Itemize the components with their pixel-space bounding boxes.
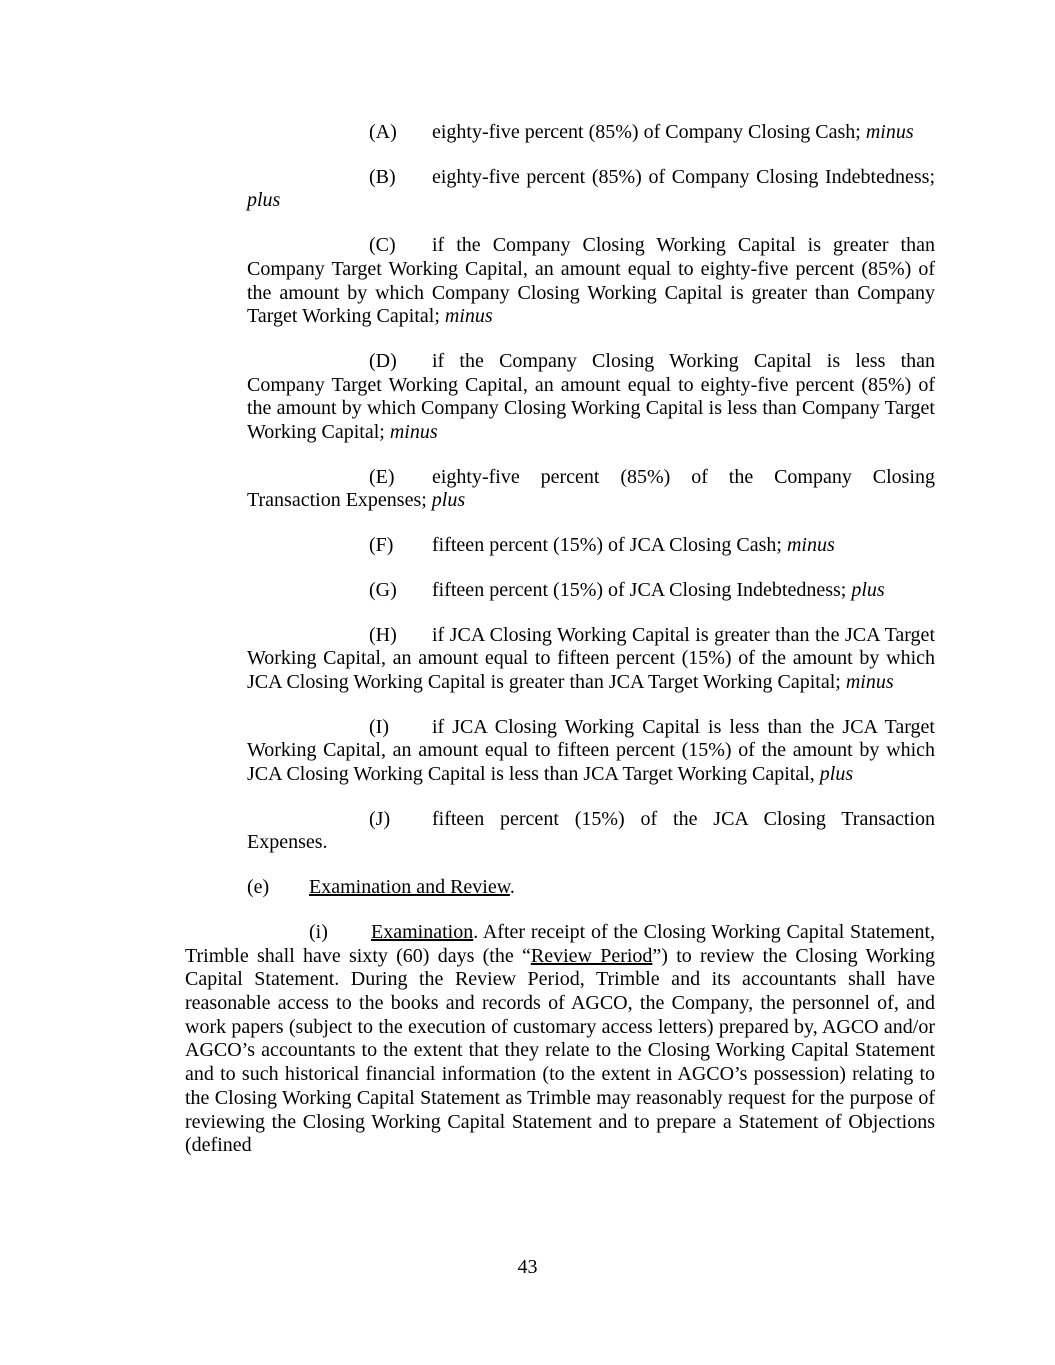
document-body xyxy=(185,121,935,1158)
clause-i xyxy=(247,716,935,787)
clause-g xyxy=(247,579,935,603)
paragraph-i-text-lead: . After receipt of the Closing Working Capital Statement, Trimble shall have sixty (60) days (the “ xyxy=(185,920,935,967)
clause-c-letter: (C) xyxy=(369,234,396,257)
page-number: 43 xyxy=(517,1256,538,1278)
clause-c-text: if the Company Closing Working Capital is greater than Company Target Working Capital, an amount equal to eighty-five percent (85%) of the amount by which Company Closing Working Capital is greater than Company Target Working Capital; xyxy=(247,234,935,328)
clause-d xyxy=(247,350,935,445)
defined-term-review-period: Review Period xyxy=(530,944,653,967)
clause-h xyxy=(247,624,935,695)
clause-b-tail-italic: plus xyxy=(247,189,281,212)
clause-h-text: if JCA Closing Working Capital is greater than the JCA Target Working Capital, an amount equal to fifteen percent (15%) of the amount by which JCA Closing Working Capital is greater than JCA Target Working Capital; xyxy=(247,623,935,693)
clause-f-letter: (F) xyxy=(369,534,394,557)
clause-f-tail-italic: minus xyxy=(786,534,835,557)
clause-b xyxy=(247,166,935,213)
clause-g-letter: (G) xyxy=(369,578,397,601)
clause-f xyxy=(247,534,935,558)
clause-d-tail-italic: minus xyxy=(389,421,438,444)
clause-e xyxy=(247,466,935,513)
clause-j-letter: (J) xyxy=(369,807,391,830)
clause-e-tail-italic: plus xyxy=(431,489,466,512)
clause-a-letter: (A) xyxy=(369,121,397,143)
section-e-period: . xyxy=(509,876,515,899)
paragraph-i-heading-underlined: Examination xyxy=(371,920,474,943)
clause-b-letter: (B) xyxy=(369,165,396,188)
clause-a-tail-italic: minus xyxy=(865,121,914,143)
clause-i-tail-italic: plus xyxy=(819,763,854,786)
clause-h-tail-italic: minus xyxy=(845,670,894,693)
clause-d-text: if the Company Closing Working Capital is less than Company Target Working Capital, an amount equal to eighty-five percent (85%) of the amount by which Company Closing Working Capital is less than Company Target Working Capital; xyxy=(247,349,935,444)
clause-e-text: eighty-five percent (85%) of the Company Closing Transaction Expenses; xyxy=(247,465,935,512)
section-e-heading-underlined: Examination and Review xyxy=(309,876,510,899)
clause-g-text: fifteen percent (15%) of JCA Closing Indebtedness; xyxy=(432,578,852,601)
clause-a xyxy=(247,121,935,145)
clause-g-tail-italic: plus xyxy=(851,578,885,601)
clause-i-letter: (I) xyxy=(369,715,389,738)
section-e-label: (e) xyxy=(247,876,270,899)
paragraph-i-label: (i) xyxy=(309,920,328,943)
clause-j-text: fifteen percent (15%) of the JCA Closing Transaction Expenses. xyxy=(247,807,935,854)
clause-b-text: eighty-five percent (85%) of Company Closing Indebtedness; xyxy=(432,165,935,188)
page-footer xyxy=(0,1256,1055,1280)
clause-f-text: fifteen percent (15%) of JCA Closing Cash; xyxy=(432,534,787,557)
paragraph-i-examination xyxy=(185,921,935,1158)
clause-i-text: if JCA Closing Working Capital is less than the JCA Target Working Capital, an amount equal to fifteen percent (15%) of the amount by which JCA Closing Working Capital is less than JCA Target Working Capital, xyxy=(247,715,935,786)
clause-h-letter: (H) xyxy=(369,623,397,646)
clause-j xyxy=(247,808,935,855)
clause-d-letter: (D) xyxy=(369,349,397,372)
paragraph-i-text-rest: ”) to review the Closing Working Capital Statement. During the Review Period, Trimble and its accountants shall have reasonable access to the books and records of AGCO, the Company, the personnel of, and work papers (subject to the execution of customary access letters) prepared by, AGCO and/or AGCO’s accountants to the extent that they relate to the Closing Working Capital Statement and to such historical financial information (to the extent in AGCO’s possession) relating to the Closing Working Capital Statement as Trimble may reasonably request for the purpose of reviewing the Closing Working Capital Statement and to prepare a Statement of Objections (defined xyxy=(185,944,935,1157)
section-e-heading-row xyxy=(247,876,935,900)
clause-c xyxy=(247,234,935,329)
clause-a-text: eighty-five percent (85%) of Company Closing Cash; xyxy=(432,121,866,143)
clause-c-tail-italic: minus xyxy=(444,305,493,328)
clause-e-letter: (E) xyxy=(369,465,395,488)
